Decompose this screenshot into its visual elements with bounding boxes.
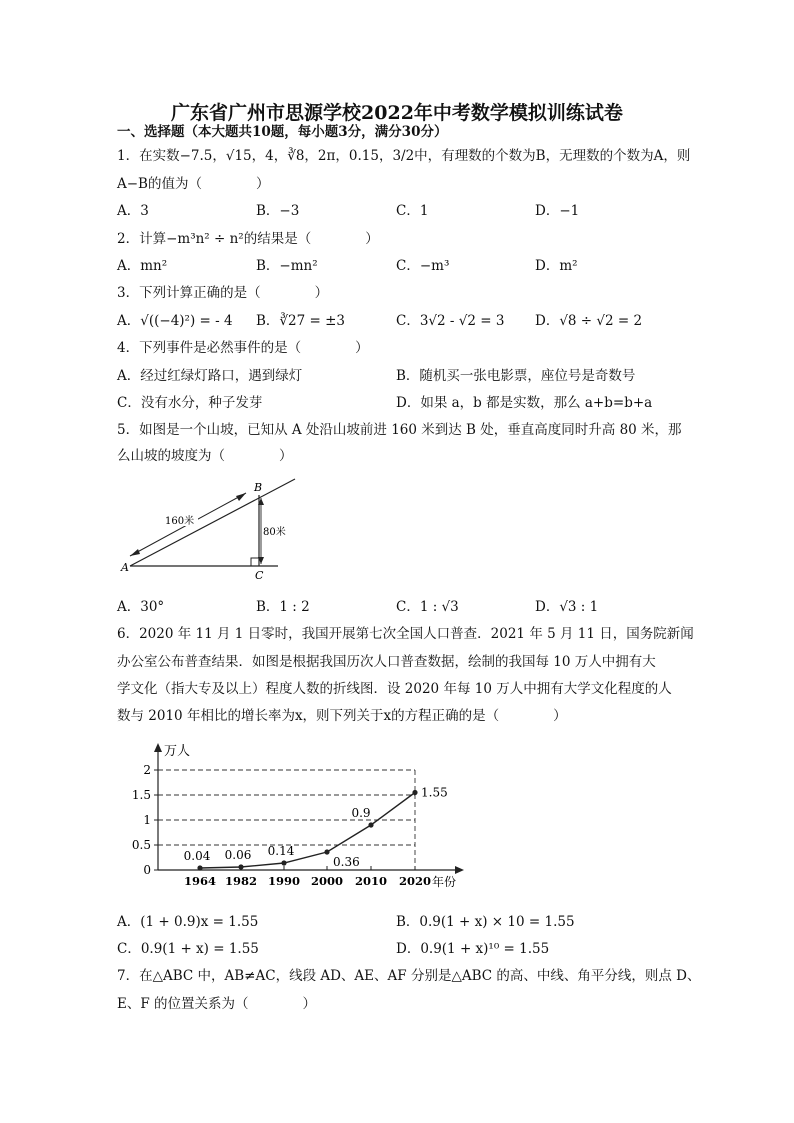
- q6-option-b: B．0.9(1 + x) × 10 = 1.55: [396, 914, 575, 930]
- q1-option-c: C．1: [396, 203, 429, 219]
- q5-option-a: A．30°: [117, 599, 165, 615]
- section-heading: 一、选择题（本大题共10题，每小题3分，满分30分）: [117, 124, 448, 140]
- q1-stem-line1: 1．在实数−7.5，√15，4，∛8，2π，0.15，3/2中，有理数的个数为B，无理数的个数为A，则: [117, 148, 691, 164]
- q3-option-d: D．√8 ÷ √2 = 2: [535, 313, 643, 329]
- hyp-label: 160米: [165, 516, 195, 527]
- y-axis-arrow: [154, 743, 162, 752]
- x-tick-labels: [184, 874, 431, 888]
- q1-stem-line2: A−B的值为（ ）: [117, 176, 270, 192]
- data-label: 1.55: [421, 785, 448, 800]
- q4-option-b: B．随机买一张电影票，座位号是奇数号: [396, 368, 636, 384]
- q6-stem-line2: 办公室公布普查结果．如图是根据我国历次人口普查数据，绘制的我国每 10 万人中拥有大: [117, 654, 656, 670]
- q2-option-c: C．−m³: [396, 258, 450, 274]
- data-point: [281, 860, 286, 865]
- x-tick-label: 2020: [398, 874, 432, 888]
- q3-option-c: C．3√2 - √2 = 3: [396, 313, 505, 329]
- q6-stem-line1: 6．2020 年 11 月 1 日零时，我国开展第七次全国人口普查．2021 年 5 月 11 日，国务院新闻: [117, 626, 694, 642]
- data-label: 0.06: [224, 848, 252, 862]
- q2-option-d: D．m²: [535, 258, 578, 274]
- q6-option-c: C．0.9(1 + x) = 1.55: [117, 941, 259, 957]
- y-tick-label: 1: [143, 813, 151, 827]
- q4-stem: 4．下列事件是必然事件的是（ ）: [117, 340, 369, 356]
- y-tick-label: 2: [143, 763, 151, 777]
- data-point: [412, 790, 417, 795]
- q6-option-a: A．(1 + 0.9)x = 1.55: [117, 914, 259, 930]
- x-tick-label: 1964: [183, 874, 217, 888]
- q5-option-c: C．1 : √3: [396, 599, 459, 615]
- q7-stem-line1: 7．在△ABC 中，AB≠AC，线段 AD、AE、AF 分别是△ABC 的高、中线、角平分线，则点 D、: [117, 968, 701, 984]
- x-axis-label: 年份: [432, 875, 457, 889]
- q6-stem-line4: 数与 2010 年相比的增长率为x，则下列关于x的方程正确的是（ ）: [117, 708, 567, 724]
- line-chart: [110, 740, 470, 895]
- q3-stem: 3．下列计算正确的是（ ）: [117, 285, 329, 301]
- point-b-label: B: [254, 481, 263, 494]
- q1-option-d: D．−1: [535, 203, 580, 219]
- y-tick-label: 0: [143, 863, 151, 877]
- data-label: 0.14: [267, 844, 295, 858]
- x-axis-arrow: [455, 866, 464, 874]
- y-axis-label: 万人: [164, 744, 191, 759]
- height-label: 80米: [263, 527, 286, 538]
- page-title: 广东省广州市思源学校2022年中考数学模拟训练试卷: [171, 102, 623, 124]
- data-point: [197, 865, 202, 870]
- q5-stem-line1: 5．如图是一个山坡，已知从 A 处沿山坡前进 160 米到达 B 处，垂直高度同时升高 80 米，那: [117, 422, 682, 438]
- q4-option-c: C．没有水分，种子发芽: [117, 395, 263, 411]
- point-c-label: C: [255, 569, 264, 582]
- q5-stem-line2: 么山坡的坡度为（ ）: [117, 448, 293, 464]
- hyp-arrow-b: [236, 493, 246, 501]
- hyp-arrow-a: [130, 549, 140, 556]
- x-tick-label: 1990: [267, 874, 301, 888]
- data-label: 0.9: [351, 806, 371, 820]
- y-tick-label: 0.5: [131, 838, 151, 852]
- y-tick-label: 1.5: [131, 788, 151, 802]
- point-a-label: A: [121, 561, 129, 574]
- data-label: 0.04: [183, 849, 211, 863]
- q3-option-b: B．∛27 = ±3: [256, 313, 345, 329]
- data-label: 0.36: [333, 855, 360, 869]
- y-tick-labels: [132, 763, 151, 877]
- q3-option-a: A．√((−4)²) = - 4: [117, 313, 233, 329]
- data-point: [238, 864, 243, 869]
- slope-line: [130, 479, 295, 566]
- q2-stem: 2．计算−m³n² ÷ n²的结果是（ ）: [117, 231, 379, 247]
- x-tick-label: 1982: [224, 874, 258, 888]
- q5-option-d: D．√3 : 1: [535, 599, 599, 615]
- q4-option-d: D．如果 a，b 都是实数，那么 a+b=b+a: [396, 395, 653, 411]
- data-point: [368, 822, 373, 827]
- q1-option-a: A．3: [117, 203, 149, 219]
- q7-stem-line2: E、F 的位置关系为（ ）: [117, 996, 317, 1012]
- x-tick-label: 2000: [310, 874, 344, 888]
- right-angle-mark: [251, 558, 259, 566]
- q6-option-d: D．0.9(1 + x)¹⁰ = 1.55: [396, 941, 550, 957]
- x-tick-label: 2010: [354, 874, 388, 888]
- q2-option-b: B．−mn²: [256, 258, 318, 274]
- q4-option-a: A．经过红绿灯路口，遇到绿灯: [117, 368, 303, 384]
- data-point: [324, 849, 329, 854]
- q6-stem-line3: 学文化（指大专及以上）程度人数的折线图．设 2020 年每 10 万人中拥有大学文化程度的人: [117, 681, 672, 697]
- q2-option-a: A．mn²: [117, 258, 168, 274]
- q1-option-b: B．−3: [256, 203, 300, 219]
- q5-option-b: B．1 : 2: [256, 599, 310, 615]
- slope-figure: [118, 478, 298, 583]
